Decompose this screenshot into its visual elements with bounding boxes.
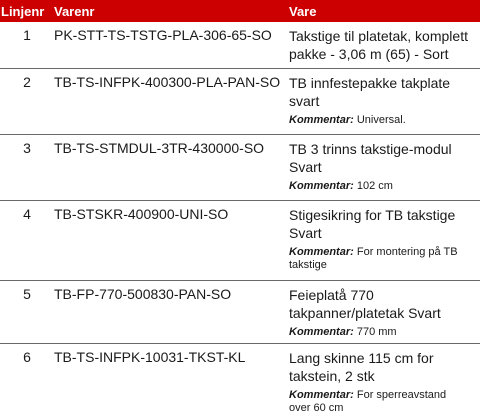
vare-line: Svart — [289, 225, 322, 241]
comment-text: 102 cm — [356, 180, 393, 192]
vare-line: Svart — [289, 159, 322, 175]
table-header — [0, 0, 480, 22]
vare-line: Takstige til platetak, komplett — [289, 28, 468, 44]
table-row — [0, 281, 480, 344]
header-linjenr: Linjenr — [1, 3, 45, 19]
row-varenr: TB-TS-INFPK-10031-TKST-KL — [54, 349, 246, 365]
row-varenr: TB-TS-INFPK-400300-PLA-PAN-SO — [54, 74, 281, 90]
row-linjenr: 2 — [23, 74, 31, 90]
comment-label: Kommentar: — [289, 389, 354, 401]
row-comment — [289, 114, 480, 127]
row-varenr: TB-STSKR-400900-UNI-SO — [54, 206, 229, 222]
comment-text: Universal. — [356, 114, 406, 126]
table-row — [0, 344, 480, 420]
comment-label: Kommentar: — [289, 246, 354, 258]
row-varenr: PK-STT-TS-TSTG-PLA-306-65-SO — [54, 27, 272, 43]
row-comment-continued: over 60 cm — [289, 402, 344, 414]
row-vare — [289, 281, 480, 343]
vare-line: Lang skinne 115 cm for — [289, 350, 434, 366]
row-vare — [289, 69, 480, 134]
table-row — [0, 201, 480, 281]
vare-line: TB 3 trinns takstige-modul — [289, 141, 452, 157]
row-linjenr: 1 — [23, 27, 31, 43]
row-comment — [289, 180, 480, 193]
table-row — [0, 69, 480, 135]
vare-line: svart — [289, 93, 320, 109]
comment-label: Kommentar: — [289, 114, 354, 126]
row-vare — [289, 201, 480, 280]
table-row — [0, 22, 480, 69]
table-row — [0, 135, 480, 201]
vare-line: takstein, 2 stk — [289, 368, 375, 384]
vare-line: Feieplatå 770 — [289, 287, 374, 303]
row-linjenr: 3 — [23, 140, 31, 156]
comment-label: Kommentar: — [289, 180, 354, 192]
vare-line: TB innfestepakke takplate — [289, 75, 451, 91]
row-varenr: TB-TS-STMDUL-3TR-430000-SO — [54, 140, 265, 156]
vare-line: pakke - 3,06 m (65) - Sort — [289, 46, 449, 62]
vare-line: Stigesikring for TB takstige — [289, 207, 456, 223]
row-linjenr: 5 — [23, 286, 31, 302]
row-comment — [289, 389, 480, 402]
header-vare: Vare — [289, 3, 317, 19]
vare-line: takpanner/platetak Svart — [289, 305, 441, 321]
row-linjenr: 6 — [23, 349, 31, 365]
comment-text: For montering på TB — [356, 246, 458, 258]
row-linjenr: 4 — [23, 206, 31, 222]
header-varenr: Varenr — [54, 3, 95, 19]
comment-label: Kommentar: — [289, 326, 354, 338]
row-vare — [289, 344, 480, 420]
row-vare — [289, 22, 480, 68]
row-varenr: TB-FP-770-500830-PAN-SO — [54, 286, 232, 302]
row-comment — [289, 326, 480, 339]
comment-text: For sperreavstand — [356, 389, 447, 401]
row-comment — [289, 246, 480, 259]
comment-text: 770 mm — [356, 326, 397, 338]
row-comment-continued: takstige — [289, 259, 327, 271]
row-vare — [289, 135, 480, 200]
